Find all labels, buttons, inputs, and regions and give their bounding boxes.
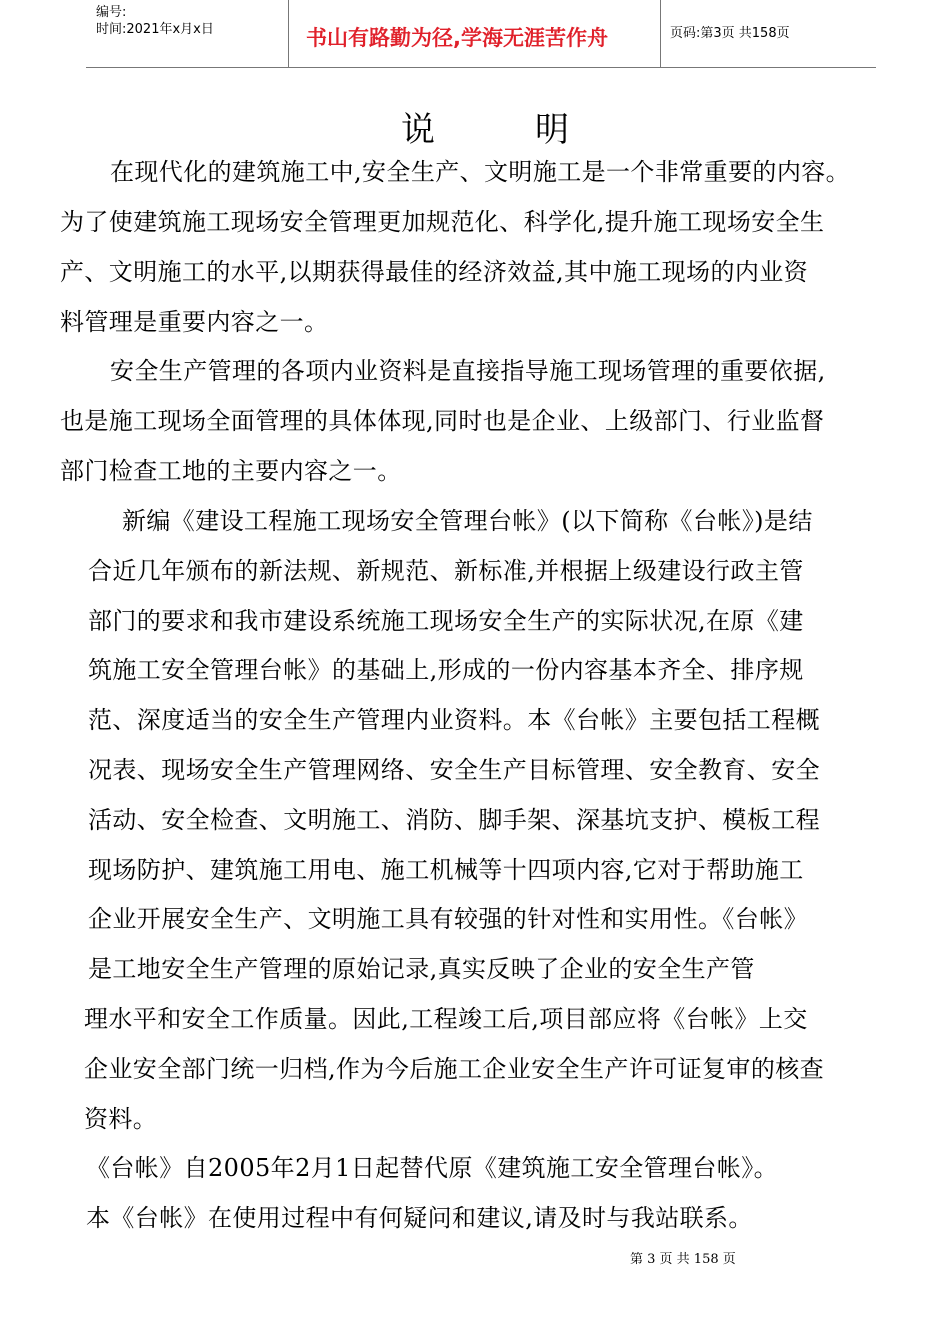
body-line: 资料。 (84, 1105, 158, 1133)
body-line: 现场防护、建筑施工用电、施工机械等十四项内容,它对于帮助施工 (88, 856, 804, 884)
page-footer: 第 3 页 共 158 页 (630, 1252, 736, 1267)
body-line: 《台帐》自2005年2月1日起替代原《建筑施工安全管理台帐》。 (86, 1154, 779, 1182)
code-label: 编号: (96, 5, 127, 20)
body-line: 筑施工安全管理台帐》的基础上,形成的一份内容基本齐全、排序规 (88, 656, 804, 684)
body-line: 合近几年颁布的新法规、新规范、新标准,并根据上级建设行政主管 (88, 557, 804, 585)
header-meta-cell (86, 0, 289, 67)
body-line: 况表、现场安全生产管理网络、安全生产目标管理、安全教育、安全 (88, 756, 820, 784)
body-line: 也是施工现场全面管理的具体体现,同时也是企业、上级部门、行业监督 (60, 407, 825, 435)
page-title: 说明 (401, 110, 669, 150)
date-label: 时间:2021年x月x日 (96, 22, 214, 37)
body-line: 新编《建设工程施工现场安全管理台帐》(以下简称《台帐》)是结 (122, 507, 813, 535)
body-line: 是工地安全生产管理的原始记录,真实反映了企业的安全生产管 (88, 955, 755, 983)
body-line: 产、文明施工的水平,以期获得最佳的经济效益,其中施工现场的内业资 (60, 258, 809, 286)
body-line: 部门检查工地的主要内容之一。 (60, 457, 402, 485)
body-line: 理水平和安全工作质量。因此,工程竣工后,项目部应将《台帐》上交 (84, 1005, 808, 1033)
body-line: 本《台帐》在使用过程中有何疑问和建议,请及时与我站联系。 (86, 1204, 753, 1232)
motto: 书山有路勤为径,学海无涯苦作舟 (306, 26, 608, 50)
header-motto-cell (288, 0, 661, 67)
page-header (86, 0, 876, 68)
page-info: 页码:第3页 共158页 (670, 26, 790, 41)
body-line: 范、深度适当的安全生产管理内业资料。本《台帐》主要包括工程概 (88, 706, 820, 734)
body-line: 安全生产管理的各项内业资料是直接指导施工现场管理的重要依据, (110, 357, 826, 385)
body-line: 在现代化的建筑施工中,安全生产、文明施工是一个非常重要的内容。 (110, 158, 851, 186)
body-line: 企业开展安全生产、文明施工具有较强的针对性和实用性。《台帐》 (88, 905, 808, 933)
body-line: 企业安全部门统一归档,作为今后施工企业安全生产许可证复审的核查 (84, 1055, 825, 1083)
body-line: 为了使建筑施工现场安全管理更加规范化、科学化,提升施工现场安全生 (60, 208, 825, 236)
body-line: 料管理是重要内容之一。 (60, 308, 329, 336)
body-line: 部门的要求和我市建设系统施工现场安全生产的实际状况,在原《建 (88, 607, 804, 635)
header-page-cell (661, 0, 876, 67)
body-line: 活动、安全检查、文明施工、消防、脚手架、深基坑支护、模板工程 (88, 806, 820, 834)
